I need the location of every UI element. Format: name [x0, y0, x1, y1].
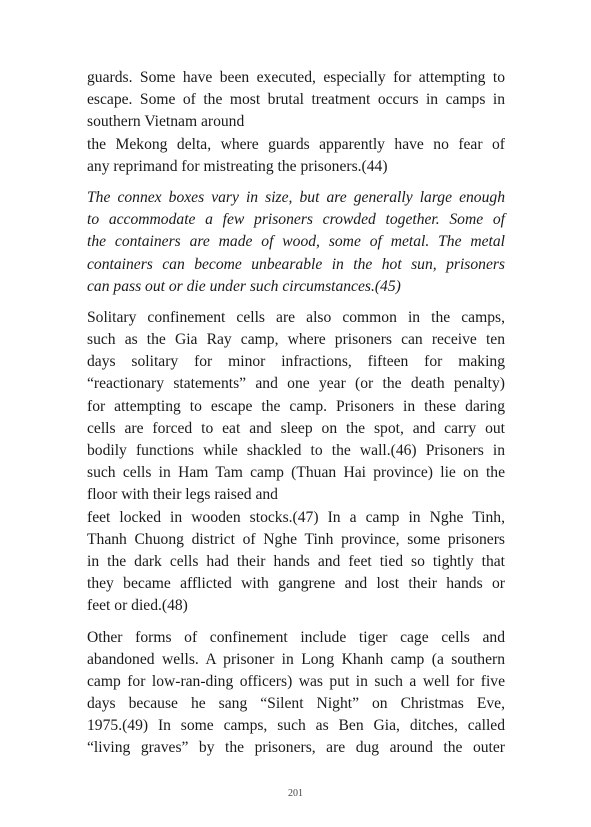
text-line: guards. Some have been executed, especially for attempting to	[87, 69, 505, 86]
text-line: bodily functions while shackled to the wall.(46) Prisoners in	[87, 442, 505, 459]
text-line: escape. Some of the most brutal treatment occurs in camps in	[87, 91, 505, 109]
text-line: they became afflicted with gangrene and lost their hands or	[87, 575, 505, 593]
text-line: such cells in Ham Tam camp (Thuan Hai province) lie on the	[87, 464, 505, 482]
text-line: the Mekong delta, where guards apparently have no fear of	[87, 135, 505, 153]
text-line: southern Vietnam around	[87, 113, 245, 131]
text-line: “reactionary statements” and one year (or the death penalty)	[87, 375, 505, 393]
text-line: cells are forced to eat and sleep on the spot, and carry out	[87, 419, 505, 437]
text-line: Other forms of confinement include tiger cage cells and	[87, 628, 505, 646]
text-line: The connex boxes vary in size, but are generally large enough	[87, 188, 505, 206]
text-line: such as the Gia Ray camp, where prisoners can receive ten	[87, 331, 505, 349]
text-line: days solitary for minor infractions, fifteen for making	[87, 353, 505, 371]
document-body	[87, 67, 505, 769]
text-line: for attempting to escape the camp. Prisoners in these daring	[87, 397, 505, 415]
text-line: days because he sang “Silent Night” on Christmas Eve,	[87, 695, 505, 713]
text-line: “living graves” by the prisoners, are dug around the outer	[87, 739, 505, 757]
paragraph-connex-boxes	[87, 187, 505, 298]
page-number: 201	[288, 788, 303, 799]
text-line: camp for low-ran-ding officers) was put in such a well for five	[87, 672, 505, 690]
text-line: containers can become unbearable in the hot sun, prisoners	[87, 255, 505, 273]
text-line: to accommodate a few prisoners crowded together. Some of	[87, 211, 505, 229]
text-line: 1975.(49) In some camps, such as Ben Gia, ditches, called	[87, 717, 505, 735]
text-line: abandoned wells. A prisoner in Long Khanh camp (a southern	[87, 650, 505, 668]
text-line: Solitary confinement cells are also common in the camps,	[87, 308, 505, 326]
paragraph-other-confinement	[87, 627, 505, 760]
text-line: any reprimand for mistreating the prisoners.(44)	[87, 157, 388, 175]
text-line: floor with their legs raised and	[87, 486, 278, 504]
text-line: Thanh Chuong district of Nghe Tinh province, some prisoners	[87, 530, 505, 548]
text-line: feet locked in wooden stocks.(47) In a camp in Nghe Tinh,	[87, 508, 505, 526]
text-line: in the dark cells had their hands and feet tied so tightly that	[87, 552, 505, 570]
text-line: can pass out or die under such circumstances.(45)	[87, 277, 401, 295]
text-line: the containers are made of wood, some of metal. The metal	[87, 233, 505, 251]
paragraph-guards	[87, 67, 505, 178]
paragraph-solitary-confinement	[87, 307, 505, 618]
text-line: feet or died.(48)	[87, 597, 188, 615]
